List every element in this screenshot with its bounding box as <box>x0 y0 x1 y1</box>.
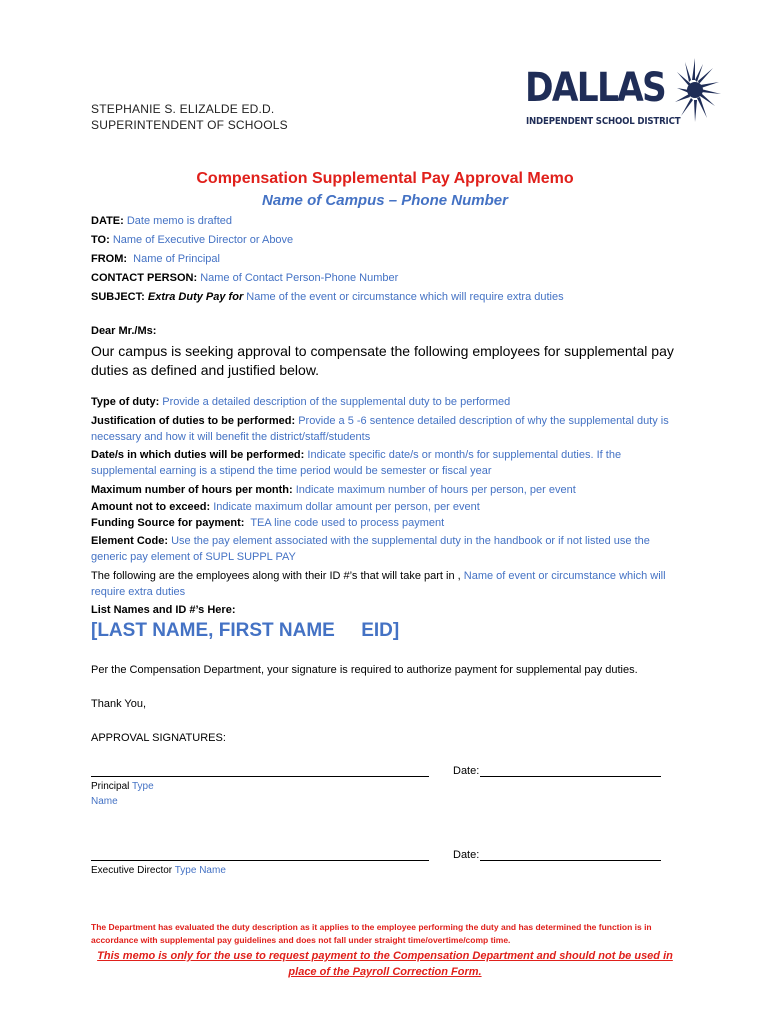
name-placeholder: [LAST NAME, FIRST NAME <box>91 620 335 641</box>
amount-label: Amount not to exceed: <box>91 501 211 513</box>
principal-signature-line[interactable] <box>91 776 429 777</box>
hours-label: Maximum number of hours per month: <box>91 484 293 496</box>
authorize-statement: Per the Compensation Department, your signature is required to authorize payment for supplemental pay duties. <box>91 664 638 676</box>
contact-label: CONTACT PERSON: <box>91 272 198 284</box>
director-date <box>453 848 479 863</box>
principal-date <box>453 764 479 779</box>
contact-field <box>91 271 398 286</box>
type-label: Type of duty: <box>91 396 160 408</box>
superintendent-name: STEPHANIE S. ELIZALDE ED.D. <box>91 102 275 116</box>
to-field <box>91 233 293 248</box>
from-field <box>91 252 220 267</box>
usage-warning <box>0 948 770 980</box>
justification-label: Justification of duties to be performed: <box>91 415 296 427</box>
subject-value: Name of the event or circumstance which will require extra duties <box>246 291 564 303</box>
employees-statement <box>91 568 691 600</box>
funding-label: Funding Source for payment: <box>91 517 245 529</box>
eid-placeholder: EID] <box>361 620 400 641</box>
to-label: TO: <box>91 234 110 246</box>
dates-value: Indicate specific date/s or month/s for supplemental duties. If the supplemental earning is a stipend the time period would be semester or fiscal year <box>91 449 622 477</box>
subject-field <box>91 290 564 305</box>
list-label: List Names and ID #’s Here: <box>91 604 236 616</box>
max-hours <box>91 482 691 498</box>
employees-text: The following are the employees along with their ID #’s that will take part in , <box>91 570 461 582</box>
type-value: Provide a detailed description of the supplemental duty to be performed <box>162 396 511 408</box>
employees-event: Name of event or circumstance which will require extra duties <box>91 570 666 598</box>
principal-type-name: Type <box>131 781 154 792</box>
type-of-duty <box>91 394 691 410</box>
duty-dates <box>91 447 671 479</box>
director-date-line[interactable] <box>480 860 661 861</box>
max-amount <box>91 499 691 515</box>
amount-value: Indicate maximum dollar amount per person, per event <box>213 501 480 513</box>
contact-value: Name of Contact Person-Phone Number <box>200 272 399 284</box>
department-note: The Department has evaluated the duty description as it applies to the employee performing the duty and has determined the function is in accordance with supplemental pay guidelines and does not fall under straight time/overtime/comp time. <box>91 922 652 945</box>
principal-role: Principal <box>91 781 130 792</box>
subject-label: SUBJECT: <box>91 291 145 303</box>
memo-title: Compensation Supplemental Pay Approval Memo <box>196 170 574 187</box>
starburst-icon <box>665 58 721 124</box>
logo-wordmark: DALLAS <box>525 65 666 111</box>
element-value: Use the pay element associated with the supplemental duty in the handbook or if not listed use the generic pay element of SUPL SUPPL PAY <box>91 535 650 563</box>
date-field <box>91 214 232 229</box>
intro-paragraph: Our campus is seeking approval to compensate the following employees for supplemental pay duties as defined and justified below. <box>91 343 674 378</box>
superintendent-title: SUPERINTENDENT OF SCHOOLS <box>91 118 288 132</box>
dates-label: Date/s in which duties will be performed: <box>91 449 305 461</box>
subject-prefix: Extra Duty Pay for <box>147 291 244 303</box>
funding-source <box>91 515 691 531</box>
director-date-label: Date: <box>453 849 480 861</box>
employee-placeholder <box>91 620 399 642</box>
hours-value: Indicate maximum number of hours per person, per event <box>295 484 576 496</box>
principal-type-name-2: Name <box>91 796 118 807</box>
justification <box>91 413 671 445</box>
principal-date-line[interactable] <box>480 776 661 777</box>
element-label: Element Code: <box>91 535 169 547</box>
superintendent-block <box>91 101 288 133</box>
director-signature-line[interactable] <box>91 860 429 861</box>
director-role: Executive Director <box>91 865 173 876</box>
element-code <box>91 533 671 565</box>
director-caption <box>91 863 226 878</box>
salutation: Dear Mr./Ms: <box>91 325 157 337</box>
justification-value: Provide a 5 -6 sentence detailed description of why the supplemental duty is necessary and how it will benefit the district/staff/students <box>91 415 669 443</box>
logo-subtitle: INDEPENDENT SCHOOL DISTRICT <box>526 116 681 127</box>
principal-date-label: Date: <box>453 765 480 777</box>
principal-caption <box>91 779 154 809</box>
from-label: FROM: <box>91 253 128 265</box>
from-value: Name of Principal <box>133 253 220 265</box>
memo-subtitle: Name of Campus – Phone Number <box>262 192 508 209</box>
thank-you: Thank You, <box>91 698 147 710</box>
date-label: DATE: <box>91 215 124 227</box>
dallas-isd-logo <box>523 58 723 134</box>
date-value: Date memo is drafted <box>126 215 233 227</box>
to-value: Name of Executive Director or Above <box>112 234 294 246</box>
funding-value: TEA line code used to process payment <box>250 517 445 529</box>
approval-heading: APPROVAL SIGNATURES: <box>91 732 226 744</box>
usage-warning-text: This memo is only for the use to request payment to the Compensation Department and should not be used in place of the Payroll Correction Form. <box>97 950 673 978</box>
director-type-name: Type Name <box>174 865 226 876</box>
